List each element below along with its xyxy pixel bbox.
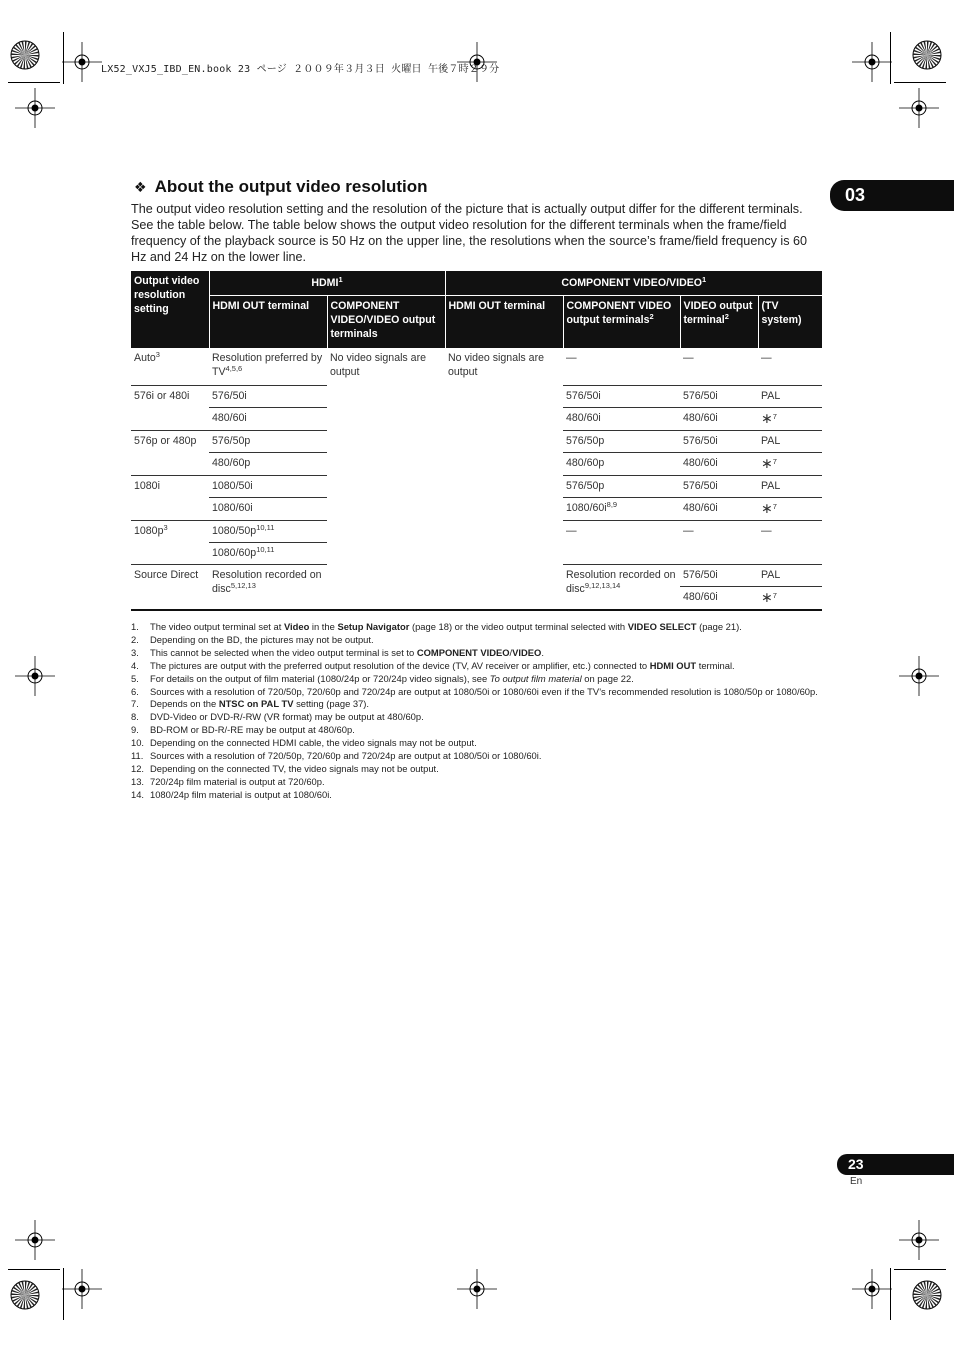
cell-tv-system: PAL	[758, 565, 822, 587]
cell-setting: 576i or 480i	[131, 386, 209, 431]
footnote-number: 6.	[131, 685, 139, 697]
cell-setting: Auto$^3$	[131, 348, 209, 386]
header-component-terminals: COMPONENT VIDEO/VIDEO output terminals	[327, 296, 445, 349]
registration-mark-icon	[899, 656, 939, 696]
cell-video-output: —	[680, 521, 758, 565]
chapter-tab: 03	[830, 180, 954, 211]
language-label: En	[850, 1176, 863, 1187]
cell-component-output: 576/50p	[563, 431, 680, 453]
crop-line	[8, 82, 60, 83]
cell-component-output: 576/50i	[563, 386, 680, 408]
cell-video-output: 480/60i	[680, 408, 758, 431]
cell-component-output: Resolution recorded on disc$^{9,12,13,14}$	[563, 565, 680, 611]
cell-video-output: 576/50i	[680, 431, 758, 453]
cell-video-output: 480/60i	[680, 587, 758, 611]
footnote-item	[131, 634, 831, 647]
footnote-item	[131, 711, 831, 724]
registration-mark-icon	[15, 656, 55, 696]
crop-line	[890, 1268, 891, 1320]
footnote-number: 1.	[131, 621, 139, 632]
cell-hdmi: Resolution preferred by TV$^{4,5,6}$	[209, 348, 327, 386]
footnote-text: 1080/24p film material is output at 1080/60i.	[150, 788, 332, 800]
footnote-item	[131, 737, 831, 750]
cell-tv-system: ∗$^7$	[758, 498, 822, 521]
header-hdmi-out-terminal: HDMI OUT terminal	[209, 296, 327, 349]
color-target-icon	[10, 1280, 40, 1310]
cell-tv-system: ∗$^7$	[758, 453, 822, 476]
header-video-output: VIDEO output terminal$^2$	[680, 296, 758, 349]
cell-setting: 1080i	[131, 476, 209, 521]
header-setting: Output video resolution setting	[131, 271, 209, 348]
crop-line	[894, 82, 946, 83]
footnote-text: BD-ROM or BD-R/-RE may be output at 480/60p.	[150, 724, 355, 736]
crop-line	[8, 1269, 60, 1270]
cell-video-output: —	[680, 348, 758, 386]
cell-setting: 576p or 480p	[131, 431, 209, 476]
cell-hdmi: 1080/50i	[209, 476, 327, 498]
cell-hdmi-out-2: No video signals are output	[445, 348, 563, 610]
footnote-number: 12.	[131, 762, 145, 774]
footnote-number: 11.	[131, 750, 144, 762]
footnote-number: 13.	[131, 775, 145, 787]
footnote-text: This cannot be selected when the video output terminal is set to COMPONENT VIDEO/VIDEO.	[150, 646, 544, 658]
registration-mark-icon	[852, 42, 892, 82]
resolution-table	[131, 271, 822, 611]
footnote-text: DVD-Video or DVD-R/-RW (VR format) may be output at 480/60p.	[150, 711, 424, 723]
footnote-number: 5.	[131, 672, 139, 684]
footnote-item	[131, 621, 831, 634]
crop-line	[890, 32, 891, 84]
footnote-item	[131, 673, 831, 686]
color-target-icon	[10, 40, 40, 70]
footnote-number: 14.	[131, 788, 145, 800]
registration-mark-icon	[62, 42, 102, 82]
cell-tv-system: —	[758, 521, 822, 565]
footnote-item	[131, 686, 831, 699]
footnote-text: For details on the output of film material (1080/24p or 720/24p video signals), see To output film material on page 22.	[150, 672, 634, 684]
cell-hdmi: 480/60i	[209, 408, 327, 431]
cell-hdmi: 480/60p	[209, 453, 327, 476]
footnote-number: 8.	[131, 711, 139, 723]
crop-line	[63, 1268, 64, 1320]
cell-video-output: 576/50i	[680, 476, 758, 498]
color-target-icon	[912, 1280, 942, 1310]
section-title-text: About the output video resolution	[154, 177, 428, 196]
footnote-number: 4.	[131, 659, 139, 671]
cell-hdmi: $1080/50p^{10,11}$	[209, 521, 327, 543]
footnote-number: 10.	[131, 737, 145, 749]
crop-line	[63, 32, 64, 84]
footnote-item	[131, 698, 831, 711]
cell-tv-system: ∗$^7$	[758, 587, 822, 611]
footnote-text: Depending on the connected HDMI cable, the video signals may not be output.	[150, 737, 477, 749]
cell-tv-system: PAL	[758, 431, 822, 453]
footnote-text: Depending on the BD, the pictures may not be output.	[150, 633, 374, 645]
diamond-bullet-icon: ❖	[134, 179, 147, 195]
cell-tv-system: PAL	[758, 386, 822, 408]
registration-mark-icon	[899, 88, 939, 128]
intro-paragraph: The output video resolution setting and the resolution of the picture that is actually output differ for the different terminals. See the table below. The table below shows the output video resolution for the different terminals when the frame/field frequency of the playback source is 50 Hz on the upper line, the resolutions when the source’s frame/field frequency is 60 Hz and 24 Hz on the lower line.	[131, 202, 808, 264]
footnote-item	[131, 763, 831, 776]
footnote-number: 2.	[131, 633, 139, 645]
footnote-text: The pictures are output with the preferred output resolution of the device (TV, AV receiver or amplifier, etc.) connected to HDMI OUT terminal.	[150, 659, 735, 671]
footnote-item	[131, 789, 831, 802]
registration-mark-icon	[852, 1269, 892, 1309]
footnote-item	[131, 660, 831, 673]
footnote-text: Depends on the NTSC on PAL TV setting (page 37).	[150, 698, 370, 710]
cell-component-output: $1080/60i^{8,9}$	[563, 498, 680, 521]
header-component-output: COMPONENT VIDEO output terminals$^2$	[563, 296, 680, 349]
cell-hdmi: 576/50i	[209, 386, 327, 408]
cell-component-terminals: No video signals are output	[327, 348, 445, 610]
registration-mark-icon	[457, 1269, 497, 1309]
table-row-auto	[131, 348, 822, 386]
registration-mark-icon	[899, 1220, 939, 1260]
cell-video-output: 576/50i	[680, 565, 758, 587]
footnote-text: 720/24p film material is output at 720/60p.	[150, 775, 325, 787]
header-tv-system: (TV system)	[758, 296, 822, 349]
crop-line	[894, 1269, 946, 1270]
footnote-text: Sources with a resolution of 720/50p, 720/60p and 720/24p are output at 1080/50i or 1080/60i.	[150, 750, 542, 762]
footnote-text: Depending on the connected TV, the video signals may not be output.	[150, 762, 439, 774]
header-component-video: COMPONENT VIDEO/VIDEO$^1$	[445, 271, 822, 296]
cell-tv-system: —	[758, 348, 822, 386]
cell-setting: Source Direct	[131, 565, 209, 611]
header-hdmi-out-terminal-2: HDMI OUT terminal	[445, 296, 563, 349]
cell-hdmi: $1080/60p^{10,11}$	[209, 543, 327, 565]
book-file-header: LX52_VXJ5_IBD_EN.book 23 ページ ２００９年３月３日 火曜日 午後７時２９分	[101, 64, 500, 75]
cell-video-output: 480/60i	[680, 453, 758, 476]
footnote-number: 9.	[131, 724, 139, 736]
cell-setting: $1080p^3$	[131, 521, 209, 565]
footnote-item	[131, 647, 831, 660]
footnote-text: The video output terminal set at Video in the Setup Navigator (page 18) or the video output terminal selected with VIDEO SELECT (page 21).	[150, 621, 742, 632]
registration-mark-icon	[15, 88, 55, 128]
footnote-text: Sources with a resolution of 720/50p, 720/60p and 720/24p are output at 1080/50i or 1080/60i even if the TV’s recommended resolution is 1080/50p or 1080/60p.	[150, 685, 818, 697]
cell-video-output: 576/50i	[680, 386, 758, 408]
cell-hdmi: Resolution recorded on disc$^{5,12,13}$	[209, 565, 327, 611]
footnote-item	[131, 750, 831, 763]
cell-component-output: 480/60p	[563, 453, 680, 476]
footnote-item	[131, 776, 831, 789]
footnote-number: 3.	[131, 646, 139, 658]
cell-component-output: 480/60i	[563, 408, 680, 431]
registration-mark-icon	[15, 1220, 55, 1260]
section-title	[134, 177, 427, 197]
cell-tv-system: ∗$^7$	[758, 408, 822, 431]
cell-tv-system: PAL	[758, 476, 822, 498]
registration-mark-icon	[62, 1269, 102, 1309]
footnotes	[131, 621, 831, 802]
page-number: 23	[837, 1154, 954, 1175]
cell-hdmi: 1080/60i	[209, 498, 327, 521]
cell-component-output: 576/50p	[563, 476, 680, 498]
cell-video-output: 480/60i	[680, 498, 758, 521]
cell-component-output: —	[563, 348, 680, 386]
footnote-number: 7.	[131, 698, 139, 710]
cell-hdmi: 576/50p	[209, 431, 327, 453]
footnote-item	[131, 724, 831, 737]
header-hdmi: HDMI$^1$	[209, 271, 445, 296]
cell-component-output: —	[563, 521, 680, 565]
color-target-icon	[912, 40, 942, 70]
